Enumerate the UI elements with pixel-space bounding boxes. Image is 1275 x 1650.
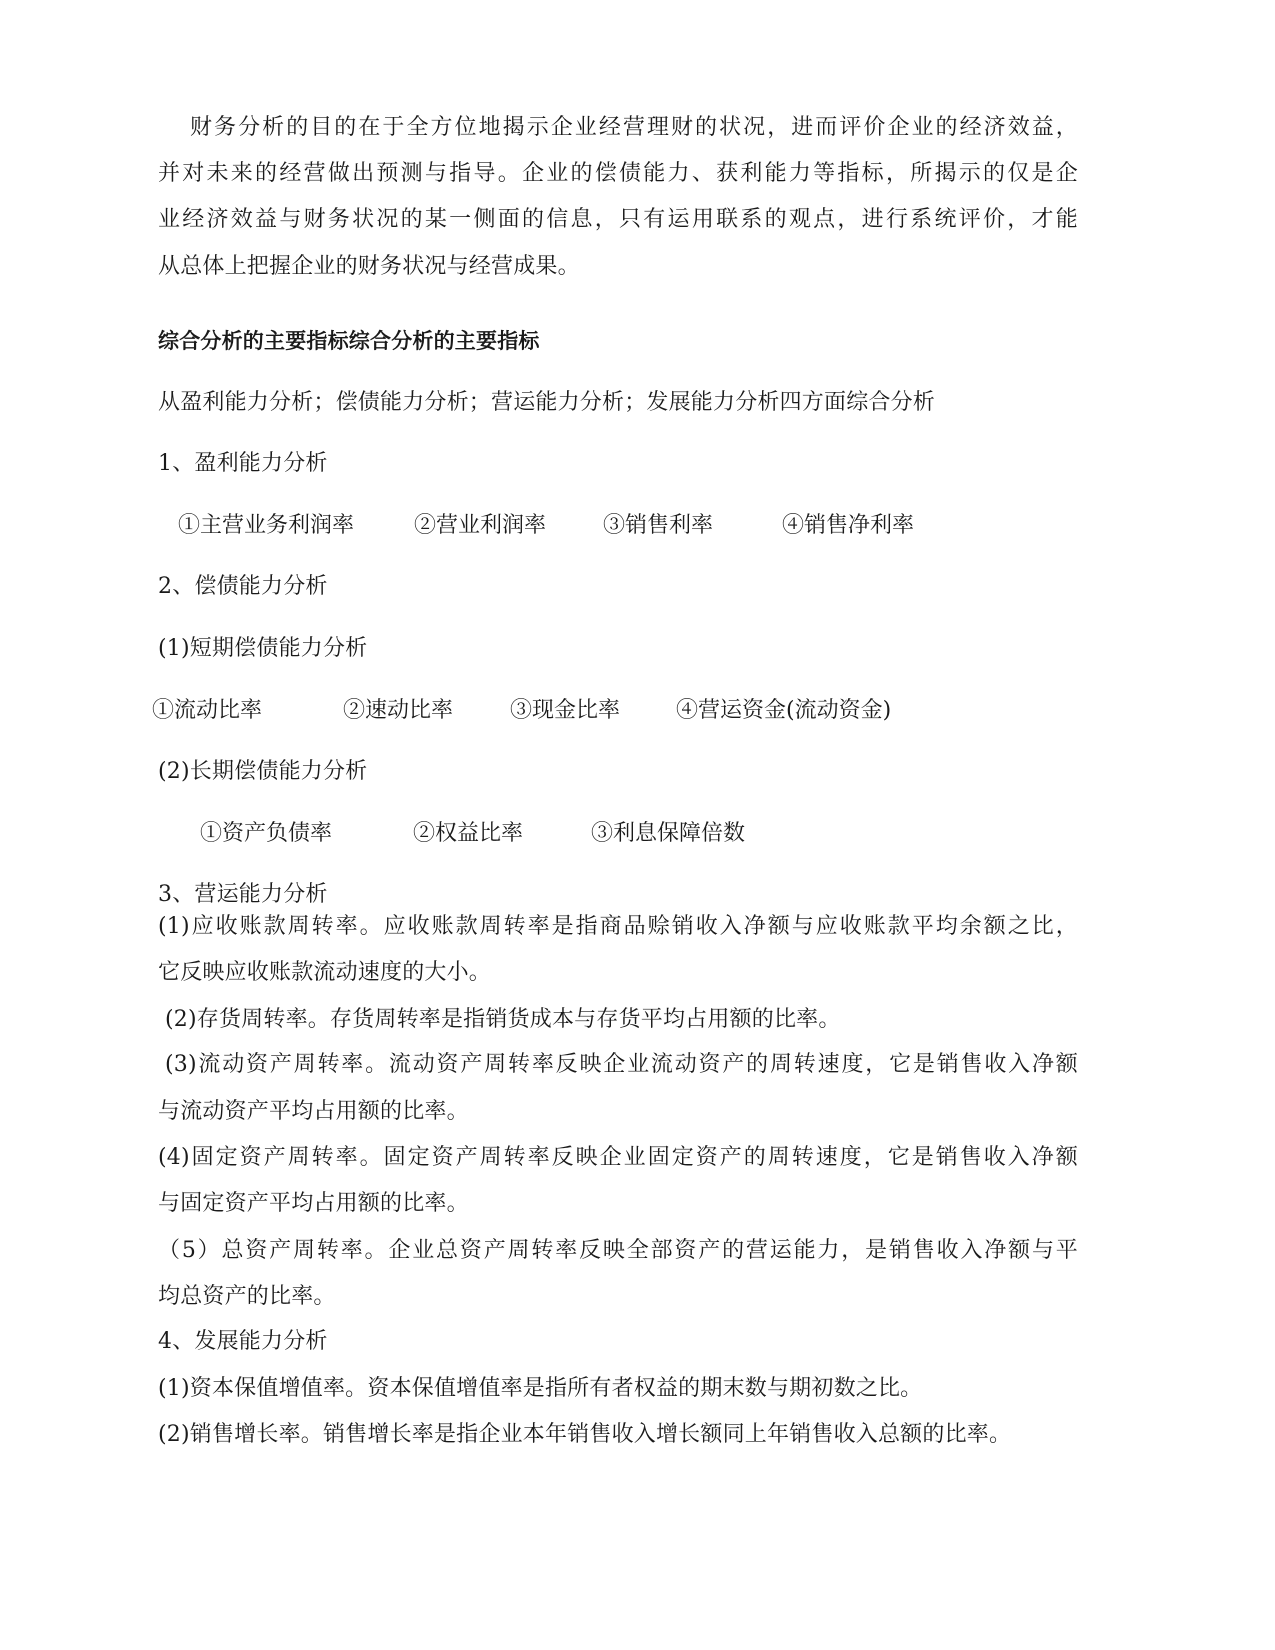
operation-p3-line-1: (3)流动资产周转率。流动资产周转率反映企业流动资产的周转速度，它是销售收入净额 [165,1052,1078,1077]
growth-heading: 4、发展能力分析 [158,1329,328,1354]
overview-text: 从盈利能力分析；偿债能力分析；营运能力分析；发展能力分析四方面综合分析 [158,390,936,415]
profitability-item-2: ②营业利润率 [414,513,547,538]
operation-heading: 3、营运能力分析 [158,882,328,907]
operation-p5-line-1: （5）总资产周转率。企业总资产周转率反映全部资产的营运能力，是销售收入净额与平 [158,1238,1078,1263]
intro-line-1: 财务分析的目的在于全方位地揭示企业经营理财的状况，进而评价企业的经济效益， [190,115,1078,140]
profitability-item-3: ③销售利率 [603,513,714,538]
profitability-item-4: ④销售净利率 [782,513,915,538]
profitability-heading: 1、盈利能力分析 [158,451,328,476]
section-title: 综合分析的主要指标综合分析的主要指标 [158,329,540,353]
long-term-item-2: ②权益比率 [413,821,524,846]
short-term-item-1: ①流动比率 [152,698,263,723]
long-term-item-3: ③利息保障倍数 [591,821,746,846]
long-term-heading: (2)长期偿债能力分析 [158,759,368,784]
growth-p1: (1)资本保值增值率。资本保值增值率是指所有者权益的期末数与期初数之比。 [158,1376,923,1401]
operation-p4-line-1: (4)固定资产周转率。固定资产周转率反映企业固定资产的周转速度，它是销售收入净额 [158,1145,1078,1170]
short-term-item-3: ③现金比率 [510,698,621,723]
short-term-item-4: ④营运资金(流动资金) [676,698,892,723]
operation-p1-line-1: (1)应收账款周转率。应收账款周转率是指商品赊销收入净额与应收账款平均余额之比， [158,914,1078,939]
operation-p5-line-2: 均总资产的比率。 [158,1284,336,1309]
growth-p2: (2)销售增长率。销售增长率是指企业本年销售收入增长额同上年销售收入总额的比率。 [158,1422,1012,1447]
long-term-item-1: ①资产负债率 [200,821,333,846]
operation-p4-line-2: 与固定资产平均占用额的比率。 [158,1191,469,1216]
short-term-heading: (1)短期偿债能力分析 [158,636,368,661]
solvency-heading: 2、偿债能力分析 [158,574,328,599]
operation-p2: (2)存货周转率。存货周转率是指销货成本与存货平均占用额的比率。 [165,1007,841,1032]
profitability-item-1: ①主营业务利润率 [178,513,355,538]
short-term-item-2: ②速动比率 [343,698,454,723]
intro-line-2: 并对未来的经营做出预测与指导。企业的偿债能力、获利能力等指标，所揭示的仅是企 [158,161,1078,186]
operation-p3-line-2: 与流动资产平均占用额的比率。 [158,1099,469,1124]
intro-line-3: 业经济效益与财务状况的某一侧面的信息，只有运用联系的观点，进行系统评价，才能 [158,207,1078,232]
intro-line-4: 从总体上把握企业的财务状况与经营成果。 [158,254,580,279]
operation-p1-line-2: 它反映应收账款流动速度的大小。 [158,960,492,985]
